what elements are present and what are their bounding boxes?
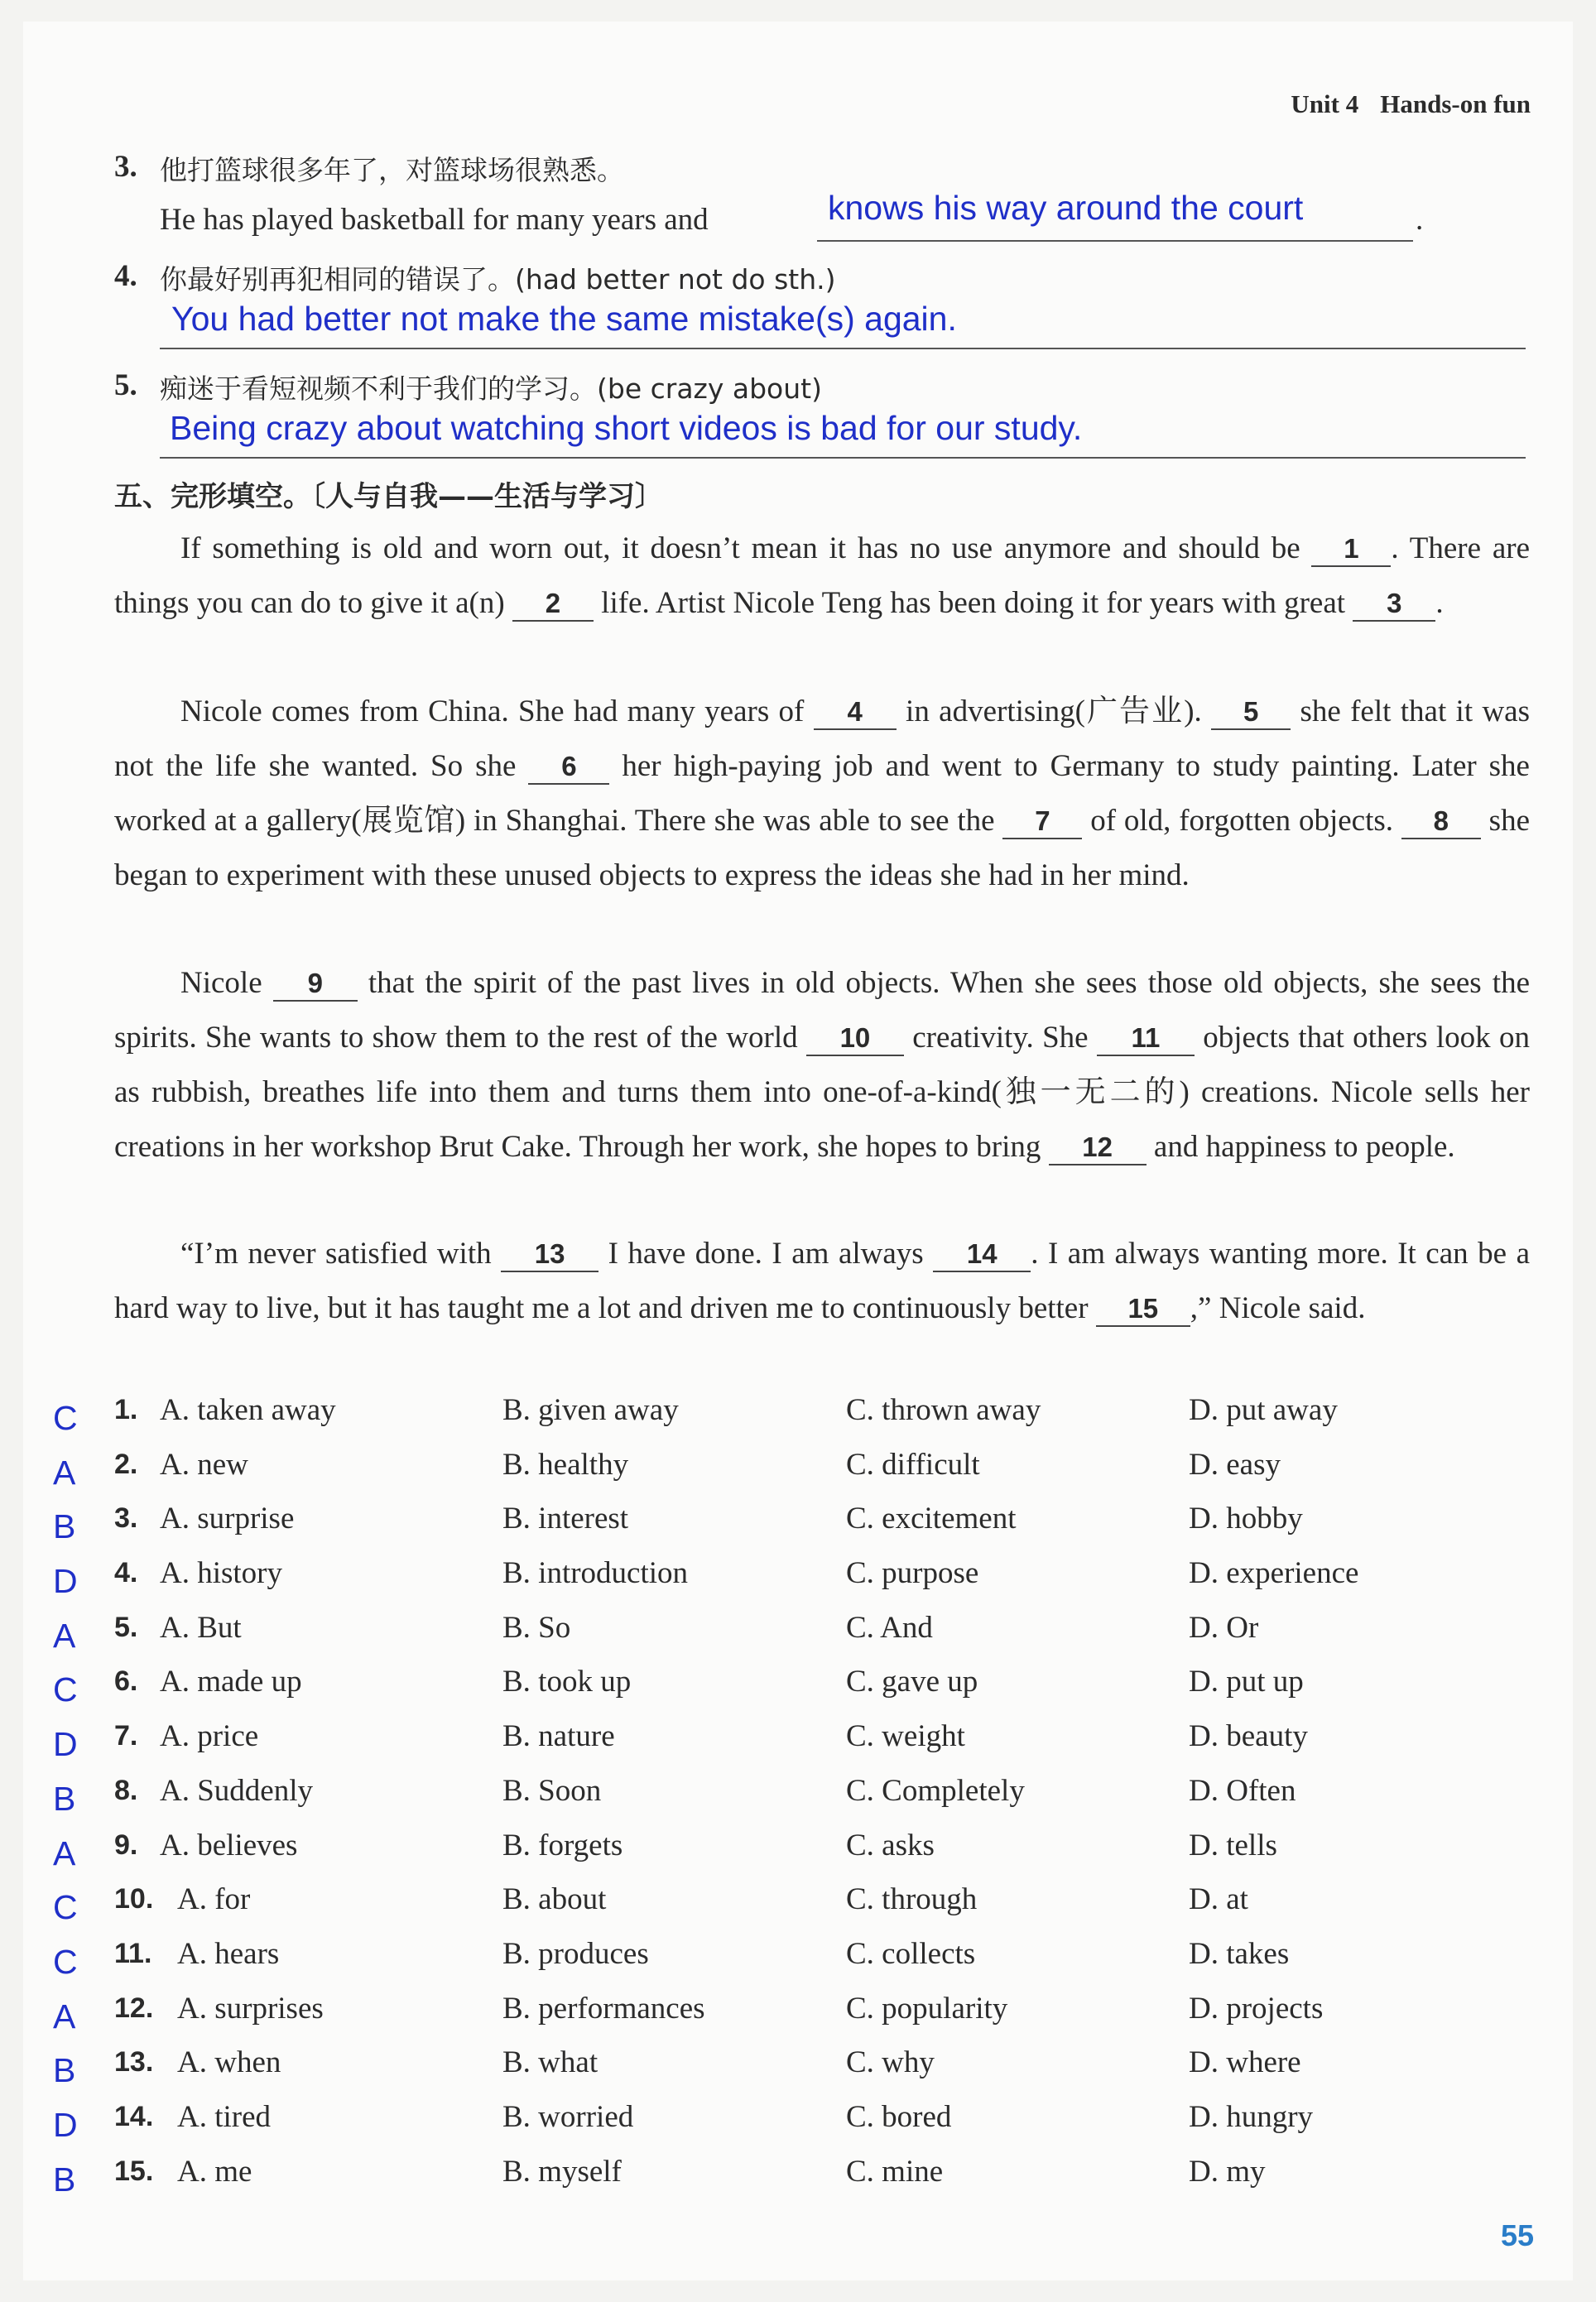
passage-paragraph-2: Nicole comes from China. She had many years of 4 in advertising(广告业). 5 she felt that it was not the life she wanted. So she 6 her high-paying job and went to Germany to study painting. Later she worked at a gallery(展览馆) in Shanghai. There she was able to see the 7 of old, forgotten objects. 8 she began to experiment with these unused objects to express the ideas she had in her mind. xyxy=(114,694,1530,892)
handwritten-choice: A xyxy=(53,1997,76,2035)
options-list xyxy=(0,1391,1596,2206)
blank-15: 15 xyxy=(1096,1292,1190,1327)
option-d: D. projects xyxy=(1189,1991,1324,2026)
option-a: A. believes xyxy=(160,1828,298,1862)
option-d: D. where xyxy=(1189,2045,1301,2080)
option-b: B. introduction xyxy=(502,1556,689,1591)
option-b: B. what xyxy=(502,2045,598,2080)
option-number: 10. xyxy=(114,1883,154,1915)
section-title: 五、完形填空。〔人与自我——生活与学习〕 xyxy=(114,480,663,513)
option-b: B. interest xyxy=(502,1502,629,1536)
handwritten-choice: D xyxy=(53,1562,78,1601)
blank-14: 14 xyxy=(933,1238,1031,1272)
option-b: B. Soon xyxy=(502,1773,602,1808)
option-c: C. mine xyxy=(846,2154,944,2189)
option-number: 13. xyxy=(114,2046,154,2079)
blank-12: 12 xyxy=(1049,1131,1147,1165)
handwritten-choice: C xyxy=(53,1399,78,1437)
option-row xyxy=(0,2043,1596,2098)
option-b: B. So xyxy=(502,1610,571,1645)
option-b: B. performances xyxy=(502,1991,705,2026)
option-number: 15. xyxy=(114,2155,154,2187)
option-c: C. purpose xyxy=(846,1556,979,1591)
page-number: 55 xyxy=(1501,2218,1535,2252)
option-row xyxy=(0,1391,1596,1445)
option-row xyxy=(0,2098,1596,2152)
option-d: D. experience xyxy=(1189,1556,1359,1591)
question-number: 4. xyxy=(114,259,137,293)
handwritten-choice: B xyxy=(53,1779,76,1818)
blank-6: 6 xyxy=(528,750,609,785)
option-a: A. when xyxy=(177,2045,281,2080)
passage-paragraph-1: If something is old and worn out, it doesn’t mean it has no use anymore and should be 1 . There are things you can do to give it a(n) 2 life. Artist Nicole Teng has been doing it for years with great 3 . xyxy=(114,531,1530,620)
option-c: C. popularity xyxy=(846,1991,1008,2026)
question-number: 5. xyxy=(114,368,137,402)
option-a: A. surprises xyxy=(177,1991,324,2026)
option-a: A. taken away xyxy=(160,1393,336,1427)
option-d: D. hobby xyxy=(1189,1502,1303,1536)
sentence-period: . xyxy=(1416,203,1424,237)
handwritten-answer: You had better not make the same mistake(s) again. xyxy=(171,300,957,338)
option-a: A. me xyxy=(177,2154,252,2189)
option-row xyxy=(0,1989,1596,2044)
handwritten-choice: B xyxy=(53,1507,76,1546)
option-row xyxy=(0,1608,1596,1663)
option-d: D. easy xyxy=(1189,1447,1281,1482)
option-row xyxy=(0,1934,1596,1989)
answer-line xyxy=(160,457,1526,459)
unit-title: Hands-on fun xyxy=(1380,89,1531,118)
option-c: C. And xyxy=(846,1610,933,1645)
option-number: 9. xyxy=(114,1829,138,1861)
option-b: B. produces xyxy=(502,1936,649,1971)
question-chinese: 你最好别再犯相同的错误了。(had better not do sth.) xyxy=(160,263,836,296)
blank-1: 1 xyxy=(1311,532,1391,567)
handwritten-choice: C xyxy=(53,1888,78,1927)
option-d: D. Or xyxy=(1189,1610,1259,1645)
option-row xyxy=(0,1826,1596,1881)
handwritten-answer: Being crazy about watching short videos is bad for our study. xyxy=(170,409,1083,447)
option-number: 6. xyxy=(114,1665,138,1698)
option-row xyxy=(0,2152,1596,2207)
option-d: D. beauty xyxy=(1189,1719,1308,1754)
option-number: 11. xyxy=(114,1937,152,1969)
option-c: C. excitement xyxy=(846,1502,1017,1536)
option-d: D. put away xyxy=(1189,1393,1338,1427)
option-row xyxy=(0,1499,1596,1554)
blank-11: 11 xyxy=(1097,1021,1195,1056)
option-a: A. new xyxy=(160,1447,248,1482)
option-c: C. weight xyxy=(846,1719,965,1754)
option-a: A. for xyxy=(177,1882,251,1917)
option-a: A. price xyxy=(160,1719,259,1754)
blank-5: 5 xyxy=(1211,695,1291,730)
option-number: 8. xyxy=(114,1774,138,1806)
handwritten-choice: A xyxy=(53,1833,76,1872)
option-row xyxy=(0,1771,1596,1826)
option-c: C. through xyxy=(846,1882,978,1917)
option-d: D. put up xyxy=(1189,1665,1304,1699)
question-english-prefix: He has played basketball for many years and xyxy=(160,203,709,237)
option-a: A. tired xyxy=(177,2099,272,2134)
blank-7: 7 xyxy=(1002,805,1082,839)
option-number: 4. xyxy=(114,1557,138,1589)
option-b: B. forgets xyxy=(502,1828,623,1862)
option-row xyxy=(0,1554,1596,1608)
question-chinese: 他打篮球很多年了，对篮球场很熟悉。 xyxy=(160,154,624,186)
option-b: B. healthy xyxy=(502,1447,629,1482)
option-d: D. hungry xyxy=(1189,2099,1314,2134)
blank-13: 13 xyxy=(501,1238,598,1272)
option-c: C. bored xyxy=(846,2099,952,2134)
option-number: 12. xyxy=(114,1992,154,2024)
option-c: C. Completely xyxy=(846,1773,1025,1808)
blank-9: 9 xyxy=(273,967,358,1002)
option-row xyxy=(0,1880,1596,1934)
option-a: A. history xyxy=(160,1556,282,1591)
question-chinese: 痴迷于看短视频不利于我们的学习。(be crazy about) xyxy=(160,372,822,405)
option-d: D. takes xyxy=(1189,1936,1290,1971)
option-c: C. collects xyxy=(846,1936,976,1971)
passage-paragraph-3: Nicole 9 that the spirit of the past lives in old objects. When she sees those old objects, she sees the spirits. She wants to show them to the rest of the world 10 creativity. She 11 objects that others look on as rubbish, breathes life into them and turns them into one-of-a-kind(独一无二的) creations. Nicole sells her creations in her workshop Brut Cake. Through her work, she hopes to bring 12 and happiness to people. xyxy=(114,966,1530,1164)
handwritten-choice: C xyxy=(53,1942,78,1981)
option-a: A. Suddenly xyxy=(160,1773,313,1808)
option-d: D. tells xyxy=(1189,1828,1277,1862)
option-number: 1. xyxy=(114,1394,138,1425)
handwritten-choice: D xyxy=(53,2105,78,2144)
passage-paragraph-4: “I’m never satisfied with 13 I have done. I am always 14 . I am always wanting more. It can be a hard way to live, but it has taught me a lot and driven me to continuously better 15 ,” Nicole said. xyxy=(114,1237,1530,1325)
option-number: 7. xyxy=(114,1720,138,1752)
option-d: D. my xyxy=(1189,2154,1266,2189)
option-a: A. surprise xyxy=(160,1502,295,1536)
handwritten-choice: B xyxy=(53,2160,76,2199)
handwritten-choice: C xyxy=(53,1670,78,1709)
handwritten-choice: B xyxy=(53,2051,76,2090)
answer-line xyxy=(160,348,1526,349)
option-b: B. worried xyxy=(502,2099,634,2134)
running-header xyxy=(1253,89,1531,119)
option-d: D. at xyxy=(1189,1882,1248,1917)
option-number: 14. xyxy=(114,2100,154,2132)
option-b: B. given away xyxy=(502,1393,679,1427)
handwritten-choice: D xyxy=(53,1725,78,1764)
option-c: C. gave up xyxy=(846,1665,978,1699)
handwritten-choice: A xyxy=(53,1453,76,1492)
option-c: C. thrown away xyxy=(846,1393,1041,1427)
blank-8: 8 xyxy=(1401,805,1481,839)
option-b: B. myself xyxy=(502,2154,622,2189)
option-b: B. took up xyxy=(502,1665,632,1699)
handwritten-choice: A xyxy=(53,1616,76,1655)
option-c: C. difficult xyxy=(846,1447,980,1482)
option-row xyxy=(0,1662,1596,1717)
option-a: A. But xyxy=(160,1610,242,1645)
question-number: 3. xyxy=(114,150,137,184)
option-number: 2. xyxy=(114,1448,138,1480)
option-a: A. hears xyxy=(177,1936,280,1971)
answer-line xyxy=(817,240,1413,242)
blank-10: 10 xyxy=(806,1021,904,1056)
option-d: D. Often xyxy=(1189,1773,1296,1808)
blank-2: 2 xyxy=(512,587,594,622)
blank-4: 4 xyxy=(814,695,897,730)
option-row xyxy=(0,1445,1596,1500)
option-number: 5. xyxy=(114,1611,138,1643)
option-row xyxy=(0,1717,1596,1771)
option-c: C. asks xyxy=(846,1828,935,1862)
option-number: 3. xyxy=(114,1502,138,1535)
blank-3: 3 xyxy=(1353,587,1435,622)
option-b: B. nature xyxy=(502,1719,615,1754)
option-c: C. why xyxy=(846,2045,935,2080)
option-a: A. made up xyxy=(160,1665,302,1699)
handwritten-answer: knows his way around the court xyxy=(828,189,1304,227)
unit-label: Unit 4 xyxy=(1291,89,1359,118)
option-b: B. about xyxy=(502,1882,607,1917)
